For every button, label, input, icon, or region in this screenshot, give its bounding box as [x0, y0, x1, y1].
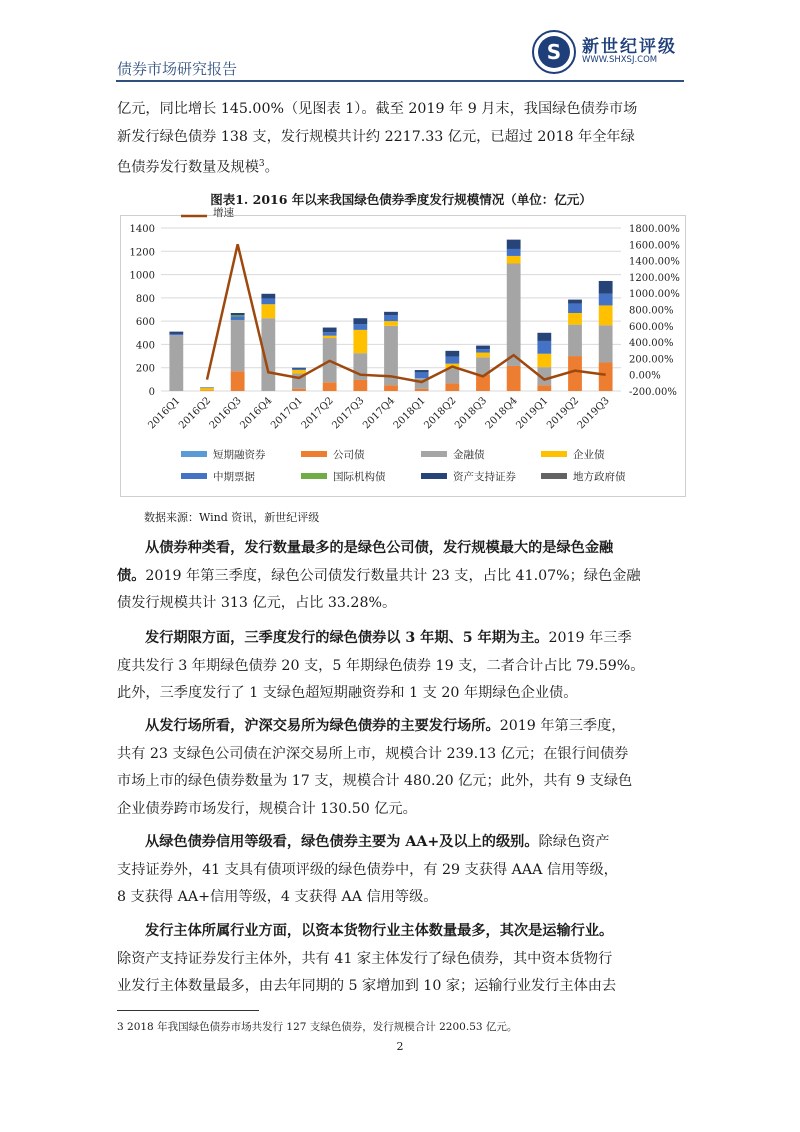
bar-企业债: [599, 305, 613, 325]
x-tick-label: 2016Q4: [238, 395, 275, 432]
y-left-tick-label: 1200: [129, 247, 155, 259]
legend-swatch: [541, 473, 567, 479]
y-right-tick-label: 200.00%: [629, 354, 674, 366]
x-tick-label: 2016Q2: [177, 395, 214, 432]
x-tick-label: 2019Q2: [545, 395, 582, 432]
y-left-tick-label: 400: [135, 340, 155, 352]
bar-资产支持证券: [200, 388, 214, 389]
legend-swatch: [421, 451, 447, 457]
x-tick-label: 2017Q2: [299, 395, 336, 432]
bar-公司债: [445, 383, 459, 391]
legend-swatch: [421, 473, 447, 479]
bar-公司债: [415, 389, 429, 391]
bar-公司债: [568, 356, 582, 391]
y-right-tick-label: 1600.00%: [629, 240, 680, 252]
bar-中期票据: [292, 369, 306, 370]
bar-资产支持证券: [323, 328, 337, 333]
data-source: 数据来源：Wind 资讯，新世纪评级: [144, 511, 320, 524]
bar-中期票据: [415, 372, 429, 378]
y-right-tick-label: 800.00%: [629, 305, 674, 317]
y-right-tick-label: -200.00%: [629, 387, 677, 398]
legend-swatch: [181, 473, 207, 479]
bar-资产支持证券: [568, 300, 582, 304]
legend-label: 企业债: [573, 449, 605, 461]
x-tick-label: 2017Q1: [269, 395, 306, 432]
x-tick-label: 2016Q1: [146, 395, 183, 432]
bar-中期票据: [537, 341, 551, 354]
legend-label: 短期融资券: [213, 449, 266, 461]
bar-金融债: [231, 320, 245, 371]
bar-资产支持证券: [445, 351, 459, 357]
y-left-tick-label: 1000: [129, 270, 155, 282]
legend-label: 公司债: [333, 449, 365, 461]
footnote-rule: [117, 1010, 259, 1011]
bar-中期票据: [599, 294, 613, 306]
bar-资产支持证券: [384, 312, 398, 315]
bar-企业债: [507, 256, 521, 264]
legend-label: 资产支持证券: [453, 471, 516, 483]
footnote-ref[interactable]: 3: [258, 159, 265, 169]
intro-line: 色债券发行数量及规模$^3$。: [117, 159, 279, 176]
bar-公司债: [599, 362, 613, 391]
y-right-tick-label: 1400.00%: [629, 256, 680, 268]
x-tick-label: 2016Q3: [207, 395, 244, 432]
header-rule: [116, 80, 684, 82]
paragraph-industry: 发行主体所属行业方面，以资本货物行业主体数量最多，其次是运输行业。 除资产支持证券发行主体外，共有 41 家主体发行了绿色债券，其中资本货物行 业发行主体数量最多，由去年同期的 5 家增加到 10 家；运输行业发行主体由去: [117, 923, 617, 994]
footnote: 3 2018 年我国绿色债券市场共发行 127 支绿色债券，发行规模合计 2200.53 亿元。: [117, 1021, 518, 1033]
legend-swatch: [301, 473, 327, 479]
page-number: 2: [396, 1040, 404, 1053]
bar-公司债: [537, 385, 551, 391]
bar-中期票据: [445, 357, 459, 364]
y-left-tick-label: 0: [148, 387, 155, 398]
svg-text:S: S: [546, 40, 562, 64]
legend-label: 中期票据: [213, 471, 255, 483]
figure-title: 图表1. 2016 年以来我国绿色债券季度发行规模情况（单位：亿元）: [210, 192, 592, 207]
bar-中期票据: [384, 315, 398, 321]
y-left-tick-label: 600: [135, 317, 155, 329]
x-tick-label: 2017Q3: [330, 395, 367, 432]
bar-资产支持证券: [231, 313, 245, 315]
bar-金融债: [169, 335, 183, 391]
x-tick-label: 2018Q3: [453, 395, 490, 432]
y-right-tick-label: 400.00%: [629, 338, 674, 350]
bar-企业债: [292, 370, 306, 373]
bar-资产支持证券: [292, 368, 306, 369]
legend-swatch: [301, 451, 327, 457]
bar-中期票据: [323, 332, 337, 335]
y-left-tick-label: 800: [135, 293, 155, 305]
x-tick-label: 2019Q3: [575, 395, 612, 432]
bar-中期票据: [261, 298, 275, 304]
bar-公司债: [353, 380, 367, 391]
bar-公司债: [384, 385, 398, 391]
bar-企业债: [384, 321, 398, 326]
paragraph-venue: 从发行场所看，沪深交易所为绿色债券的主要发行场所。2019 年第三季度， 共有 23 支绿色公司债在沪深交易所上市，规模合计 239.13 亿元；在银行间债券 市场上市的绿色债券数量为 17 支，规模合计 480.20 亿元；此外，共有 9 支绿色 企业债券跨市场发行，规模合计 130.50 亿元。: [117, 718, 633, 817]
bar-公司债: [200, 390, 214, 391]
x-tick-label: 2018Q4: [483, 395, 520, 432]
intro-paragraph: [117, 96, 685, 182]
x-tick-label: 2018Q2: [422, 395, 459, 432]
bar-金融债: [599, 325, 613, 362]
bar-中期票据: [476, 349, 490, 352]
paragraph-maturity: 发行期限方面，三季度发行的绿色债券以 3 年期、5 年期为主。2019 年三季 度共发行 3 年期绿色债券 20 支，5 年期绿色债券 19 支，二者合计占比 79.59%。 此外，三季度发行了 1 支绿色超短期融资券和 1 支 20 年期绿色企业债。: [117, 630, 645, 701]
bar-企业债: [476, 353, 490, 358]
bar-企业债: [353, 330, 367, 353]
bar-资产支持证券: [507, 240, 521, 249]
bar-公司债: [507, 366, 521, 391]
bar-企业债: [537, 354, 551, 367]
bar-中期票据: [568, 304, 582, 313]
legend-label: 增速: [213, 207, 234, 219]
legend-label: 国际机构债: [333, 471, 386, 483]
intro-line: 新发行绿色债券 138 支，发行规模共计约 2217.33 亿元，已超过 2018 年全年绿: [117, 128, 635, 145]
legend-label: 金融债: [453, 449, 485, 461]
bar-企业债: [200, 388, 214, 390]
x-tick-label: 2019Q1: [514, 395, 551, 432]
bar-资产支持证券: [537, 333, 551, 341]
logo-url: WWW.SHXSJ.COM: [582, 55, 658, 65]
bar-金融债: [568, 325, 582, 356]
bar-公司债: [292, 389, 306, 391]
bar-企业债: [323, 336, 337, 338]
bar-中期票据: [507, 249, 521, 256]
bar-资产支持证券: [415, 370, 429, 372]
bar-公司债: [231, 371, 245, 391]
y-right-tick-label: 600.00%: [629, 321, 674, 333]
y-left-tick-label: 200: [135, 363, 155, 375]
x-tick-label: 2017Q4: [361, 395, 398, 432]
bar-资产支持证券: [599, 281, 613, 294]
bar-金融债: [507, 264, 521, 366]
legend-swatch: [181, 451, 207, 457]
x-tick-label: 2018Q1: [391, 395, 428, 432]
logo-name: 新世纪评级: [582, 37, 677, 57]
y-right-tick-label: 1000.00%: [629, 289, 680, 301]
bar-中期票据: [231, 316, 245, 319]
bar-资产支持证券: [476, 346, 490, 349]
y-left-tick-label: 1400: [129, 224, 155, 235]
legend-swatch: [541, 451, 567, 457]
green-bond-chart: [121, 207, 685, 496]
bar-中期票据: [169, 334, 183, 335]
y-right-tick-label: 0.00%: [629, 370, 661, 382]
bar-企业债: [568, 313, 582, 325]
legend-label: 地方政府债: [573, 471, 626, 483]
bar-资产支持证券: [353, 318, 367, 324]
bar-中期票据: [353, 324, 367, 330]
y-right-tick-label: 1200.00%: [629, 272, 680, 284]
paragraph-credit-rating: 从绿色债券信用等级看，绿色债券主要为 AA+及以上的级别。除绿色资产 支持证券外，41 支具有债项评级的绿色债券中，有 29 支获得 AAA 信用等级， 8 支获得 AA+信用等级，4 支获得 AA 信用等级。: [117, 834, 618, 905]
bar-企业债: [261, 304, 275, 318]
bar-资产支持证券: [169, 332, 183, 334]
chart-frame: [120, 207, 686, 497]
bar-国际机构债: [231, 315, 245, 316]
report-series-title: 债券市场研究报告: [117, 60, 238, 78]
intro-line: 亿元，同比增长 145.00%（见图表 1）。截至 2019 年 9 月末，我国绿色债券市场: [117, 101, 638, 117]
paragraph-bond-types: 从债券种类看，发行数量最多的是绿色公司债，发行规模最大的是绿色金融 债。2019 年第三季度，绿色公司债发行数量共计 23 支，占比 41.07%；绿色金融 债发行规模共计 313 亿元，占比 33.28%。: [117, 540, 641, 611]
bar-资产支持证券: [261, 294, 275, 299]
bar-金融债: [445, 368, 459, 383]
y-right-tick-label: 1800.00%: [629, 224, 680, 235]
bar-公司债: [323, 382, 337, 391]
